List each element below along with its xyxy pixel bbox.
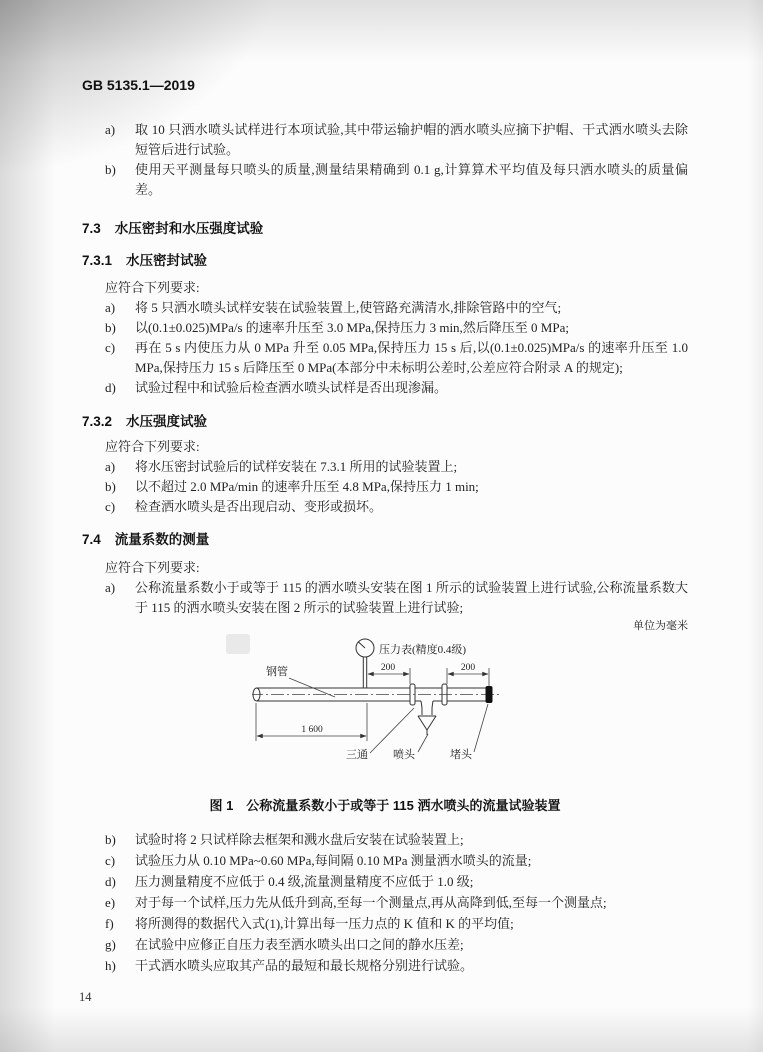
item-label: g) — [105, 937, 116, 952]
item-text: 将水压密封试验后的试样安装在 7.3.1 所用的试验装置上; — [135, 459, 458, 474]
item-text: 干式洒水喷头应取其产品的最短和最长规格分别进行试验。 — [135, 958, 474, 973]
item-label: b) — [105, 479, 116, 494]
unit-note: 单位为毫米 — [633, 620, 688, 632]
lead-text: 应符合下列要求: — [105, 560, 200, 575]
section-heading-7-4 — [82, 529, 688, 551]
pressure-gauge-icon — [356, 639, 374, 688]
section-number: 7.3.2 — [82, 414, 113, 429]
list-item — [105, 338, 688, 378]
item-label: f) — [105, 916, 114, 931]
item-text: 使用天平测量每只喷头的质量,测量结果精确到 0.1 g,计算算术平均值及每只洒水喷头的质量偏差。 — [135, 162, 688, 197]
list-item — [105, 892, 688, 913]
list-item — [105, 955, 688, 976]
list-item — [105, 934, 688, 955]
list-item — [105, 850, 688, 871]
scan-artifact — [226, 634, 250, 654]
item-text: 以(0.1±0.025)MPa/s 的速率升压至 3.0 MPa,保持压力 3 min,然后降压至 0 MPa; — [135, 320, 569, 335]
svg-text:钢管: 钢管 — [266, 666, 288, 678]
item-label: e) — [105, 895, 116, 910]
figure-1-diagram — [82, 634, 688, 769]
svg-text:喷头: 喷头 — [393, 749, 415, 761]
item-text: 公称流量系数小于或等于 115 的洒水喷头安装在图 1 所示的试验装置上进行试验,公称流量系数大于 115 的洒水喷头安装在图 2 所示的试验装置上进行试验; — [135, 580, 688, 615]
list-item — [105, 871, 688, 892]
item-label: b) — [105, 162, 116, 177]
item-label: a) — [105, 580, 116, 595]
dimension-200-left — [368, 663, 410, 684]
list-item — [105, 477, 688, 497]
list-item — [105, 913, 688, 934]
item-text: 以不超过 2.0 MPa/min 的速率升压至 4.8 MPa,保持压力 1 min; — [135, 479, 479, 494]
item-label: d) — [105, 380, 116, 395]
plug-label — [450, 704, 488, 761]
item-text: 在试验中应修正自压力表至洒水喷头出口之间的静水压差; — [135, 937, 464, 952]
dimension-1600 — [256, 703, 367, 741]
sprinkler-head — [418, 716, 436, 735]
sprinkler-label — [393, 734, 428, 761]
list-item — [105, 378, 688, 398]
item-label: b) — [105, 320, 116, 335]
item-label: a) — [105, 300, 116, 315]
section-title: 水压密封试验 — [126, 253, 208, 268]
gauge-label: 压力表(精度0.4级) — [379, 644, 467, 656]
dimension-200-right — [447, 663, 489, 686]
item-text: 试验过程中和试验后检查洒水喷头试样是否出现渗漏。 — [135, 380, 448, 395]
section-7-3-1-list — [82, 298, 688, 398]
page-number: 14 — [79, 990, 92, 1004]
lead-text: 应符合下列要求: — [105, 280, 200, 295]
list-item — [105, 120, 688, 160]
section-7-3-2-list — [82, 457, 688, 517]
section-7-4-list-rest — [82, 829, 688, 976]
svg-text:1 600: 1 600 — [301, 725, 323, 735]
item-text: 将 5 只洒水喷头试样安装在试验装置上,使管路充满清水,排除管路中的空气; — [135, 300, 562, 315]
list-item — [105, 829, 688, 850]
item-text: 检查洒水喷头是否出现启动、变形或损坏。 — [135, 499, 383, 514]
section-number: 7.3.1 — [82, 253, 113, 268]
section-heading-7-3-1 — [82, 250, 688, 272]
intro-list — [82, 120, 688, 200]
item-label: c) — [105, 340, 116, 355]
list-item — [105, 457, 688, 477]
section-heading-7-3 — [82, 218, 688, 240]
section-number: 7.4 — [82, 532, 101, 547]
item-text: 压力测量精度不应低于 0.4 级,流量测量精度不应低于 1.0 级; — [135, 874, 474, 889]
item-text: 再在 5 s 内使压力从 0 MPa 升至 0.05 MPa,保持压力 15 s 后,以(0.1±0.025)MPa/s 的速率升压至 1.0 MPa,保持压力 15 s 后降压至 0 MPa(本部分中未标明公差时,公差应符合附录 A 的规定); — [135, 340, 688, 375]
figure-1-caption: 图 1 公称流量系数小于或等于 115 洒水喷头的流量试验装置 — [209, 798, 561, 813]
section-title: 流量系数的测量 — [114, 532, 210, 547]
item-label: a) — [105, 459, 116, 474]
list-item — [105, 497, 688, 517]
svg-text:200: 200 — [380, 663, 396, 673]
svg-text:200: 200 — [460, 663, 476, 673]
item-text: 试验时将 2 只试样除去框架和溅水盘后安装在试验装置上; — [135, 832, 464, 847]
item-label: a) — [105, 122, 116, 137]
item-label: d) — [105, 874, 116, 889]
section-title: 水压强度试验 — [126, 414, 208, 429]
section-title: 水压密封和水压强度试验 — [114, 221, 264, 236]
lead-text: 应符合下列要求: — [105, 439, 200, 454]
end-plug — [486, 686, 493, 703]
item-text: 取 10 只洒水喷头试样进行本项试验,其中带运输护帽的洒水喷头应摘下护帽、干式洒水喷头去除短管后进行试验。 — [135, 122, 688, 157]
item-label: c) — [105, 499, 116, 514]
list-item — [105, 318, 688, 338]
section-number: 7.3 — [82, 221, 101, 236]
item-text: 将所测得的数据代入式(1),计算出每一压力点的 K 值和 K 的平均值; — [135, 916, 514, 931]
section-heading-7-3-2 — [82, 411, 688, 433]
item-label: h) — [105, 958, 116, 973]
list-item — [105, 578, 688, 618]
item-label: c) — [105, 853, 116, 868]
list-item — [105, 160, 688, 200]
doc-code-header: GB 5135.1—2019 — [82, 77, 195, 93]
tee-branch — [421, 701, 433, 715]
svg-text:堵头: 堵头 — [450, 749, 472, 761]
svg-text:三通: 三通 — [346, 749, 368, 761]
pipe-label — [266, 664, 335, 697]
item-text: 对于每一个试样,压力先从低升到高,至每一个测量点,再从高降到低,至每一个测量点; — [135, 895, 607, 910]
item-text: 试验压力从 0.10 MPa~0.60 MPa,每间隔 0.10 MPa 测量洒水喷头的流量; — [135, 853, 532, 868]
section-7-4-list-a — [82, 578, 688, 618]
item-label: b) — [105, 832, 116, 847]
list-item — [105, 298, 688, 318]
flow-test-apparatus-drawing — [252, 634, 524, 769]
